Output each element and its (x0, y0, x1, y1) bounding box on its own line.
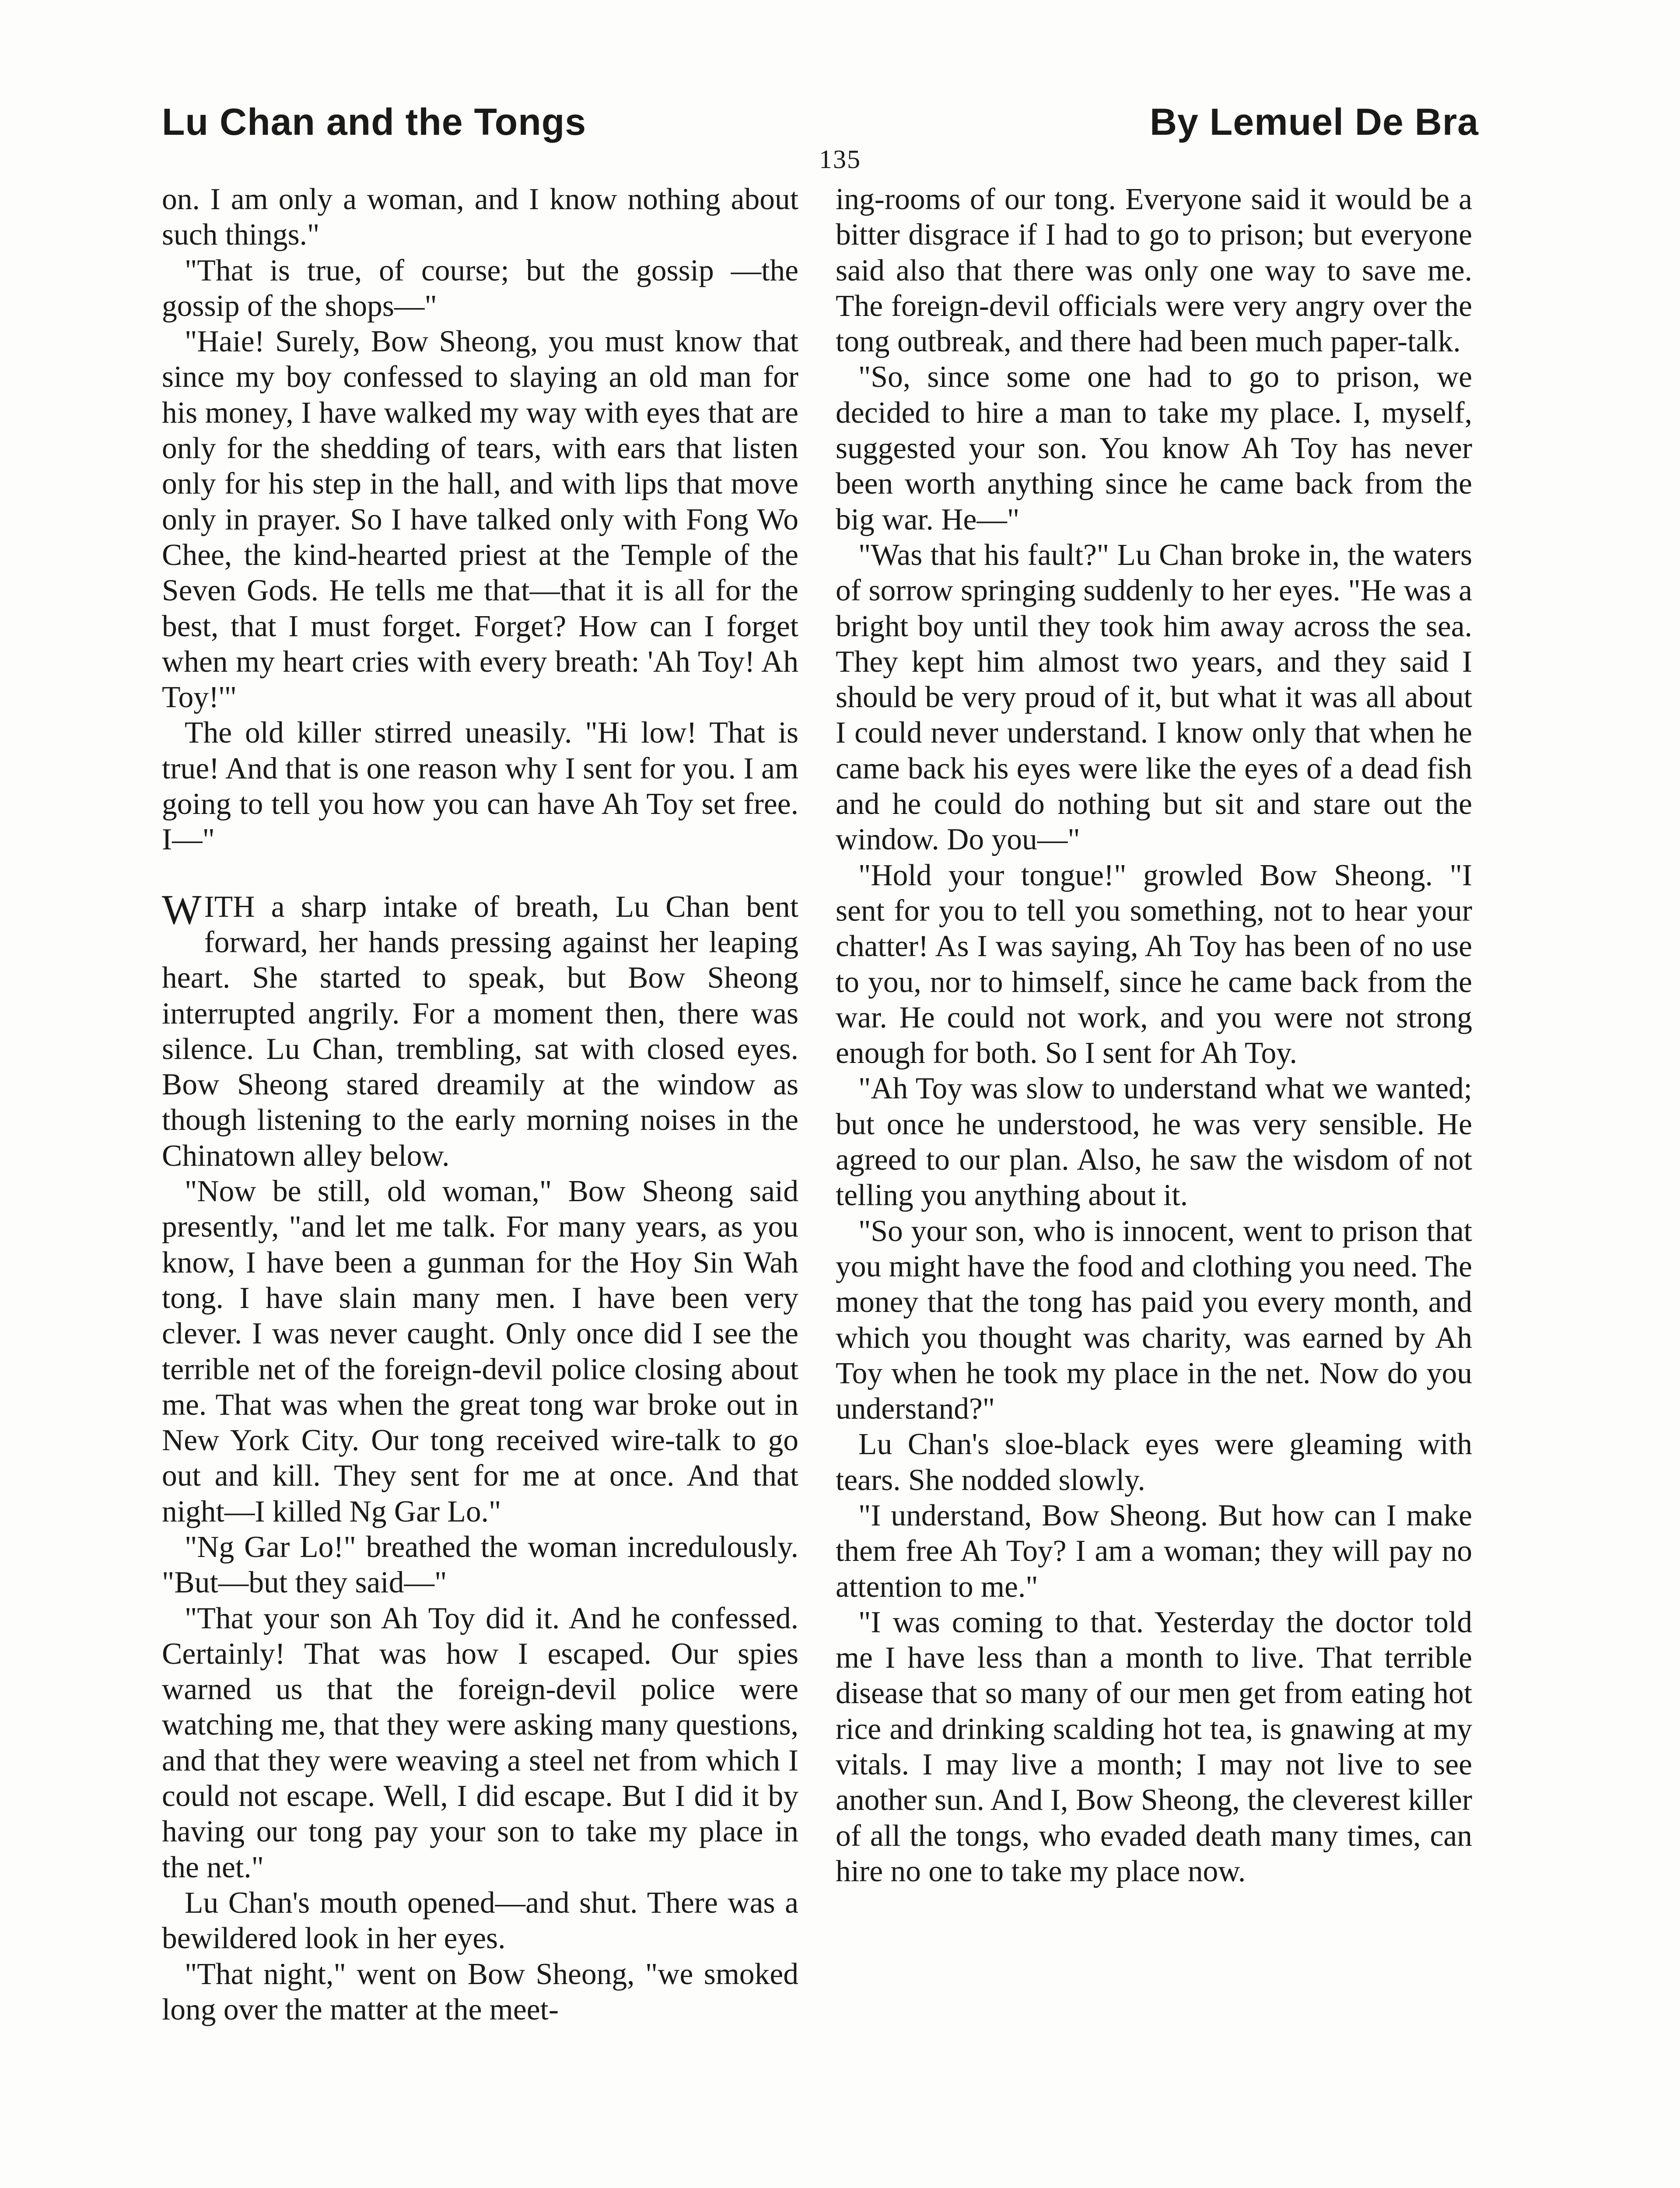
paragraph: "Ah Toy was slow to understand what we wanted; but once he understood, he was very sensible. He agreed to our plan. Also, he saw the wisdom of not telling you anything about it. (836, 1072, 1472, 1213)
paragraph: "Hold your tongue!" growled Bow Sheong. "I sent for you to tell you something, not to hear your chatter! As I was saying, Ah Toy has been of no use to you, nor to himself, since he came back from the war. He could not work, and you were not strong enough for both. So I sent for Ah Toy. (836, 858, 1472, 1070)
paragraph: "Now be still, old woman," Bow Sheong said presently, "and let me talk. For many years, as you know, I have been a gunman for the Hoy Sin Wah tong. I have slain many men. I have been very clever. I was never caught. Only once did I see the terrible net of the foreign-devil police closing about me. That was when the great tong war broke out in New York City. Our tong received wire-talk to go out and kill. They sent for me at once. And that night—I killed Ng Gar Lo." (162, 1175, 798, 1529)
paragraph: "So, since some one had to go to prison, we decided to hire a man to take my place. I, myself, suggested your son. You know Ah Toy has never been worth anything since he came back from the big war. He—" (836, 360, 1472, 536)
story-byline: By Lemuel De Bra (1149, 101, 1479, 143)
paragraph: ing-rooms of our tong. Everyone said it would be a bitter disgrace if I had to go to prison; but everyone said also that there was only one way to save me. The foreign-devil officials were very angry over the tong outbreak, and there had been much paper-talk. (836, 182, 1472, 359)
section-opening-text: ITH a sharp intake of breath, Lu Chan bent forward, her hands pressing against her leaping heart. She started to speak, but Bow Sheong interrupted angrily. For a moment then, there was silence. Lu Chan, trembling, sat with closed eyes. Bow Sheong stared dreamily at the window as though listening to the early morning noises in the Chinatown alley below. (162, 890, 798, 1173)
paragraph: "So your son, who is innocent, went to prison that you might have the food and clothing you need. The money that the tong has paid you every month, and which you thought was charity, was earned by Ah Toy when he took my place in the net. Now do you understand?" (836, 1214, 1472, 1426)
paragraph: "That is true, of course; but the gossip —the gossip of the shops—" (162, 253, 798, 323)
paragraph: "That your son Ah Toy did it. And he confessed. Certainly! That was how I escaped. Our spies warned us that the foreign-devil police were watching me, that they were asking many questions, and that they were weaving a steel net from which I could not escape. Well, I did escape. But I did it by having our tong pay your son to take my place in the net." (162, 1601, 798, 1884)
story-title: Lu Chan and the Tongs (162, 101, 587, 143)
page-number: 135 (819, 145, 861, 174)
paragraph: Lu Chan's mouth opened—and shut. There was a bewildered look in her eyes. (162, 1886, 798, 1956)
paragraph: "Haie! Surely, Bow Sheong, you must know that since my boy confessed to slaying an old man for his money, I have walked my way with eyes that are only for the shedding of tears, with ears that listen only for his step in the hall, and with lips that move only in prayer. So I have talked only with Fong Wo Chee, the kind-hearted priest at the Temple of the Seven Gods. He tells me that—that it is all for the best, that I must forget. Forget? How can I forget when my heart cries with every breath: 'Ah Toy! Ah Toy!'" (162, 325, 798, 715)
left-column (162, 182, 798, 2027)
paragraph: Lu Chan's sloe-black eyes were gleaming with tears. She nodded slowly. (836, 1427, 1472, 1497)
paragraph: "I understand, Bow Sheong. But how can I make them free Ah Toy? I am a woman; they will pay no attention to me." (836, 1498, 1472, 1604)
paragraph: "Was that his fault?" Lu Chan broke in, the waters of sorrow springing suddenly to her eyes. "He was a bright boy until they took him away across the sea. They kept him almost two years, and they said I should be very proud of it, but what it was all about I could never understand. I know only that when he came back his eyes were like the eyes of a dead fish and he could do nothing but sit and stare out the window. Do you—" (836, 538, 1472, 857)
drop-cap: W (162, 886, 202, 933)
paragraph: The old killer stirred uneasily. "Hi low! That is true! And that is one reason why I sent for you. I am going to tell you how you can have Ah Toy set free. I—" (162, 716, 798, 857)
right-column (836, 182, 1472, 1889)
section-opening-paragraph (162, 886, 798, 1174)
paragraph: "I was coming to that. Yesterday the doctor told me I have less than a month to live. That terrible disease that so many of our men get from eating hot rice and drinking scalding hot tea, is gnawing at my vitals. I may live a month; I may not live to see another sun. And I, Bow Sheong, the cleverest killer of all the tongs, who evaded death many times, can hire no one to take my place now. (836, 1605, 1472, 1888)
paragraph: on. I am only a woman, and I know nothing about such things." (162, 182, 798, 252)
paragraph: "That night," went on Bow Sheong, "we smoked long over the matter at the meet- (162, 1957, 798, 2027)
paragraph: "Ng Gar Lo!" breathed the woman incredulously. "But—but they said—" (162, 1530, 798, 1600)
